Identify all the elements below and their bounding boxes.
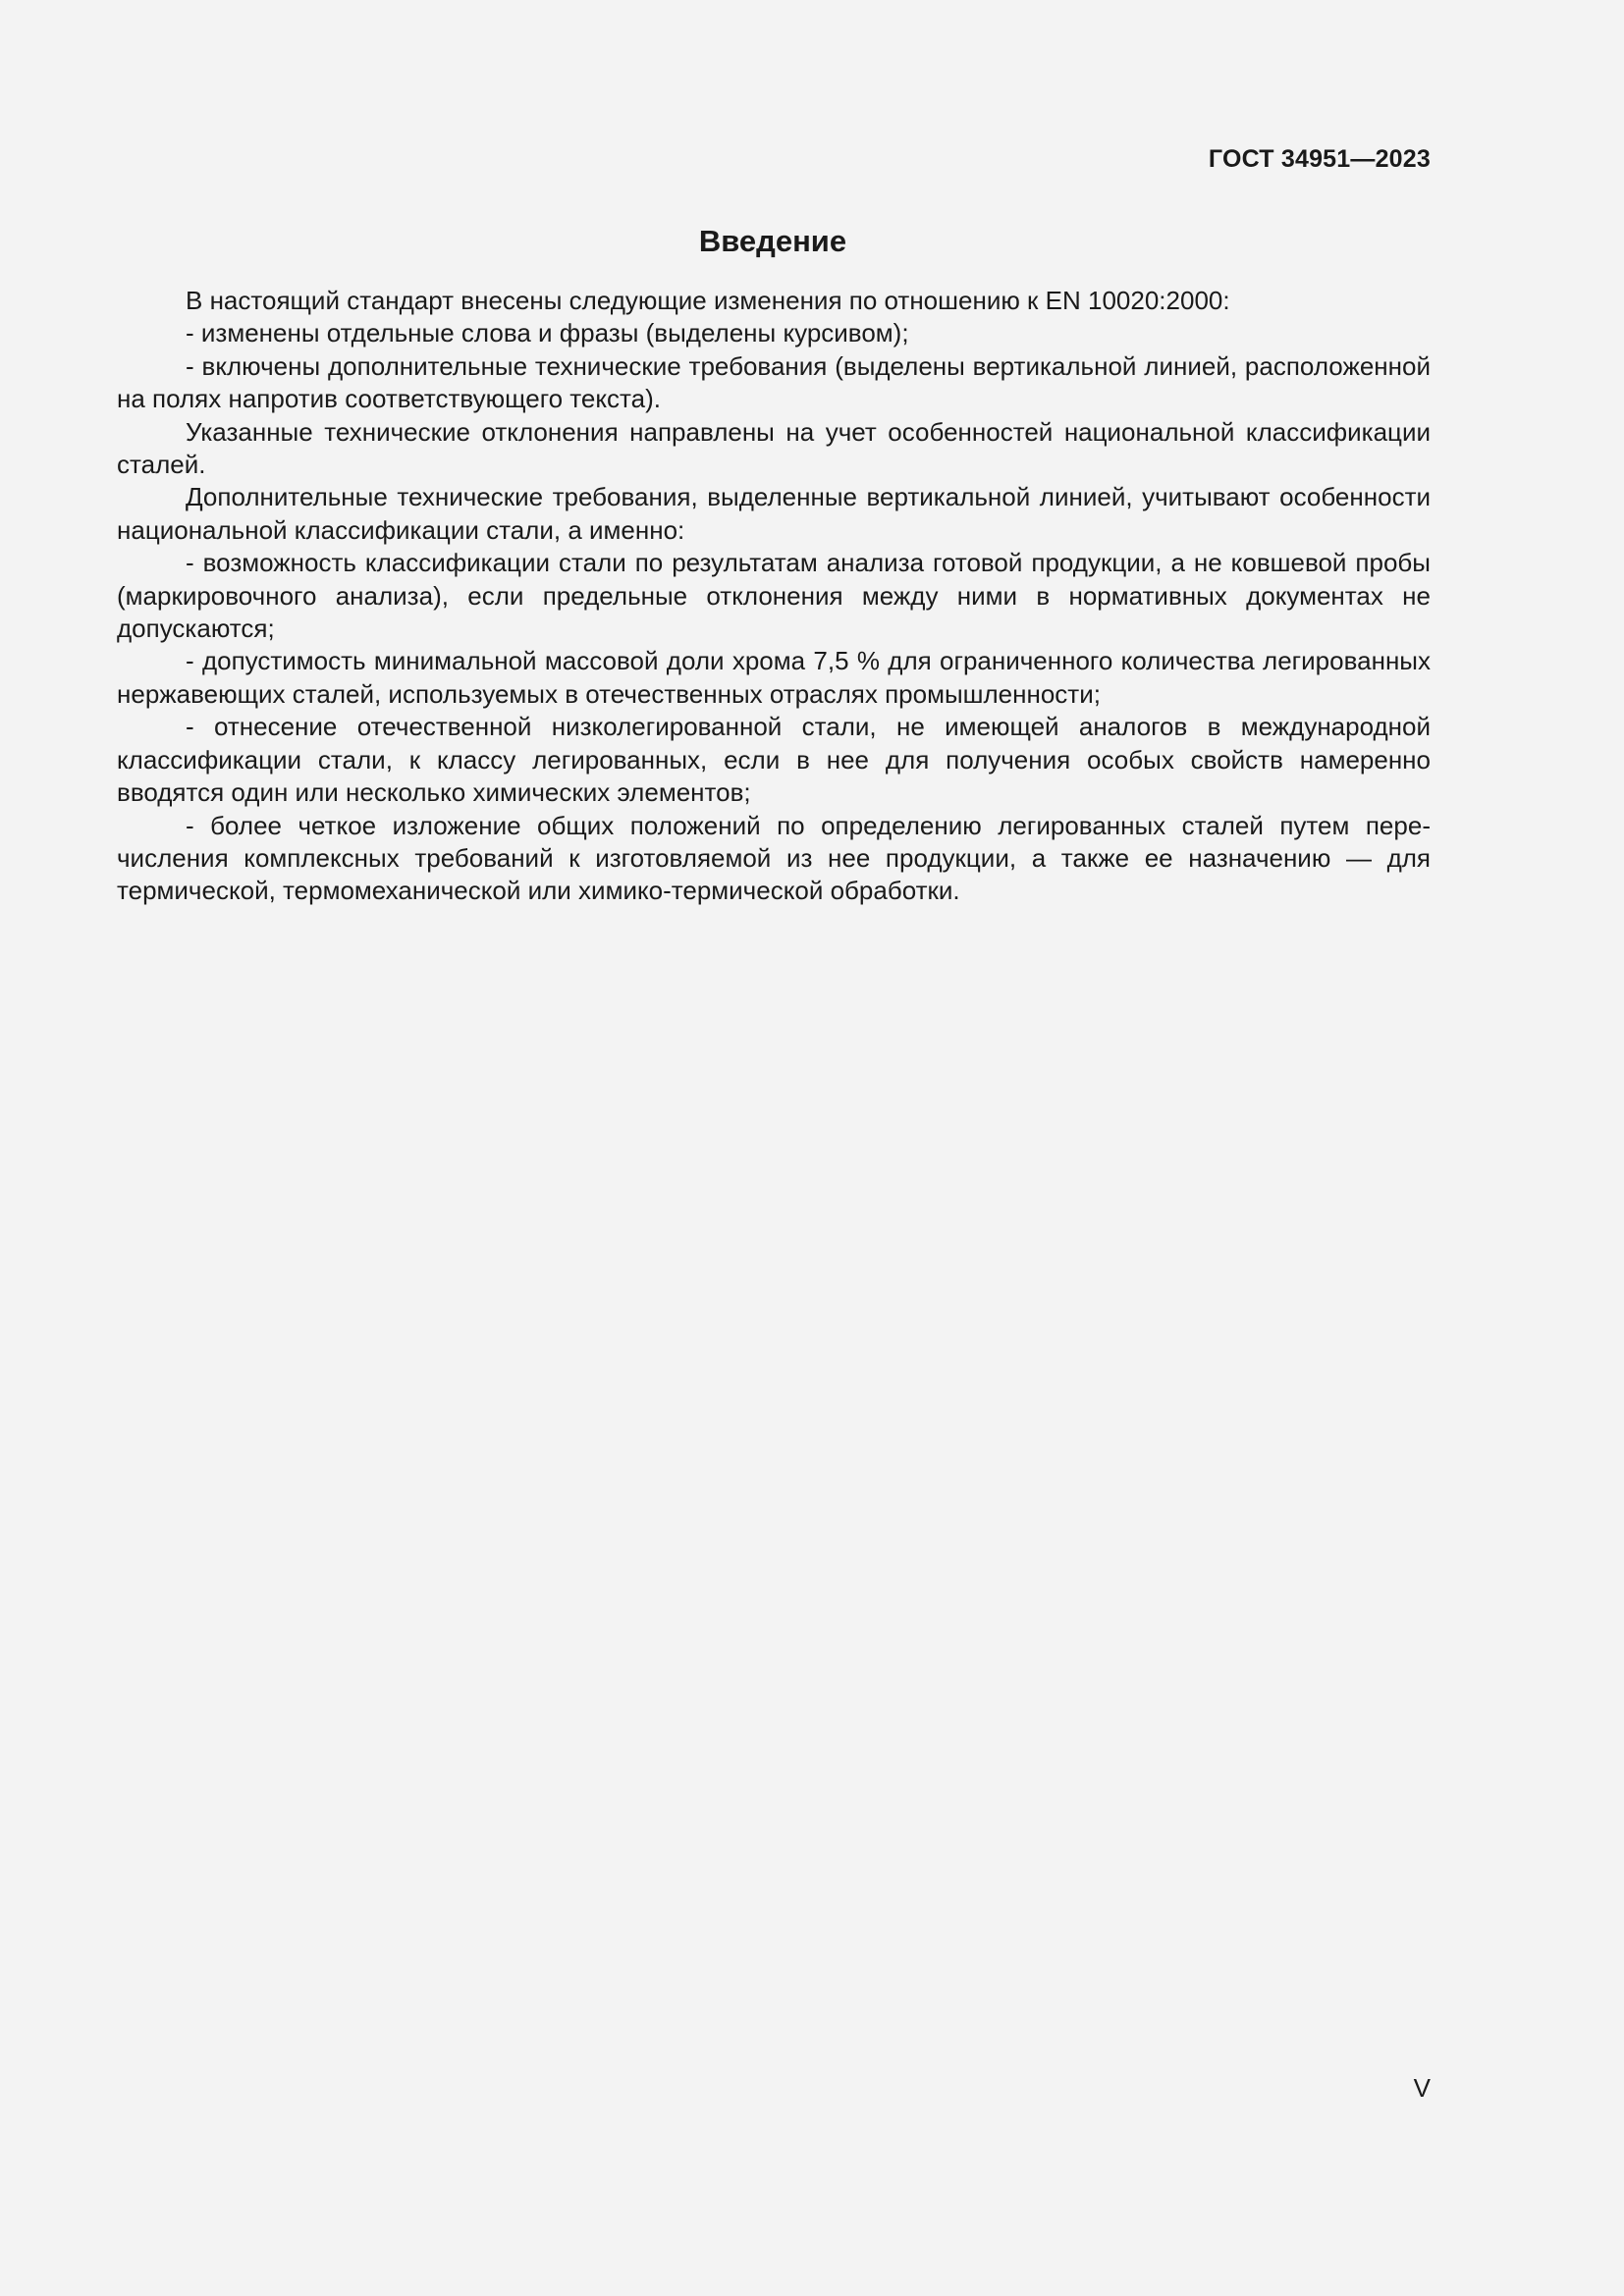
section-title: Введение [698, 224, 847, 258]
page-number: V [1413, 2073, 1431, 2103]
list-item: - изменены отдельные слова и фразы (выделены курсивом); [186, 318, 909, 348]
paragraph: Указанные технические отклонения направлены на учет особенностей национальной классификации сталей. [117, 416, 1431, 480]
list-item: - включены дополнительные технические требования (выделены вертикальной линией, расположенной на полях напротив соответствующего текста). [117, 350, 1431, 414]
section-body [117, 285, 1431, 908]
list-item: - отнесение отечественной низколегированной стали, не имеющей аналогов в международной классификации стали, к классу легированных, если в нее для получения особых свойств намеренно вводятся один или несколько химических элементов; [117, 712, 1431, 808]
document-code: ГОСТ 34951—2023 [1208, 145, 1431, 173]
paragraph: Дополнительные технические требования, выделенные вертикальной линией, учитывают особенности национальной классификации стали, а именно: [117, 482, 1431, 545]
list-item: - возможность классификации стали по результатам анализа готовой продукции, а не ковшевой пробы (маркировочного анализа), если предельные отклонения между ними в нормативных документах не допускаются; [117, 548, 1431, 644]
list-item: - более четкое изложение общих положений по определению легированных сталей путем перечисления комплексных требований к изготовляемой из нее продукции, а также ее назначению — для термической, термомеханической или химико-термической обработки. [117, 810, 1431, 906]
list-item: - допустимость минимальной массовой доли хрома 7,5 % для ограниченного количества легированных нержавеющих сталей, используемых в отечественных отраслях промышленности; [117, 646, 1431, 709]
paragraph: В настоящий стандарт внесены следующие изменения по отношению к EN 10020:2000: [186, 286, 1230, 315]
